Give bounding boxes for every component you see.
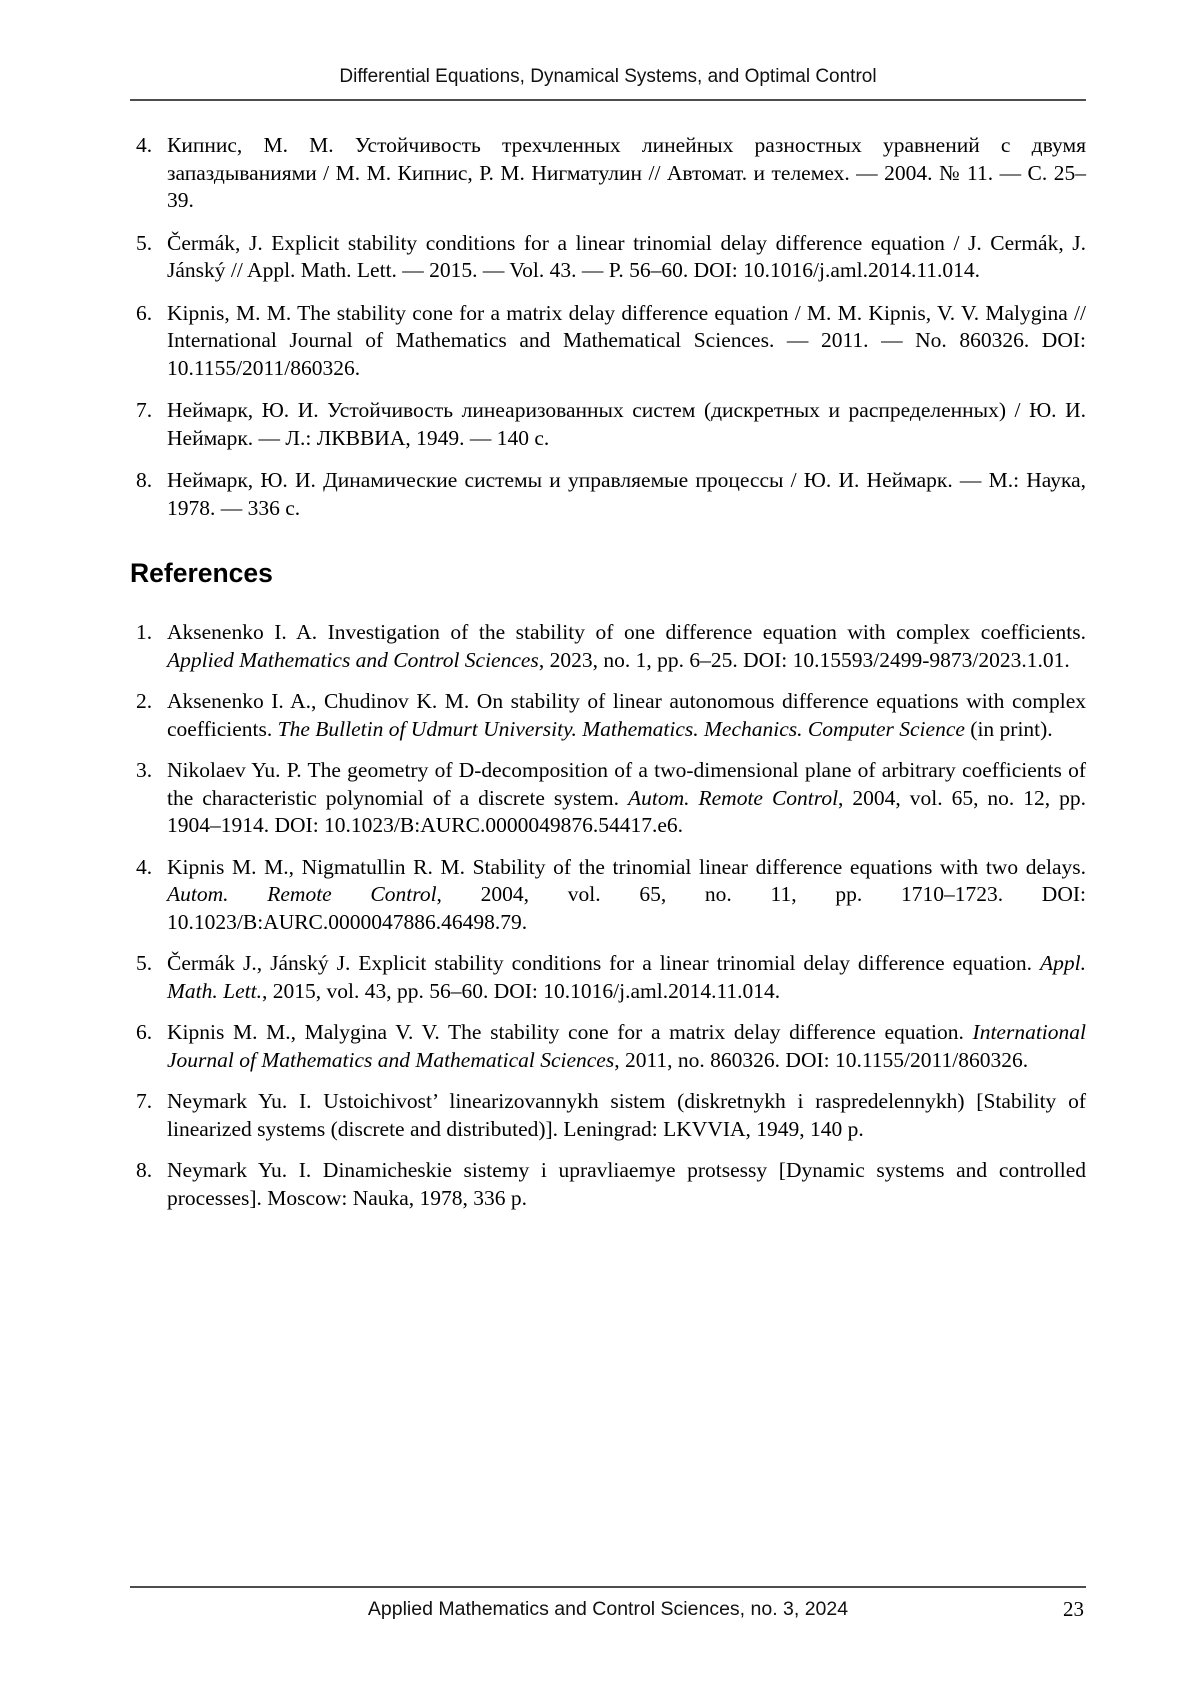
reference-text: Čermák J., Jánský J. Explicit stability conditions for a linear trinomial delay difference equation. Appl. Math. Lett., 2015, vol. 43, pp. 56–60. DOI: 10.1016/j.aml.2014.11.014. — [167, 951, 1086, 1003]
reference-text: Aksenenko I. A. Investigation of the stability of one difference equation with complex coefficients. Applied Mathematics and Control Sciences, 2023, no. 1, pp. 6–25. DOI: 10.15593/2499-9873/2023.1.01. — [167, 620, 1086, 672]
reference-item — [130, 132, 1086, 215]
reference-number: 1. — [136, 620, 153, 644]
reference-number: 6. — [136, 1020, 153, 1044]
reference-number: 5. — [136, 230, 153, 255]
references-heading: References — [130, 558, 273, 588]
reference-item — [130, 1157, 1086, 1212]
reference-number: 8. — [136, 468, 153, 492]
page-footer — [130, 1586, 1086, 1621]
reference-text: Неймарк, Ю. И. Устойчивость линеаризованных систем (дискретных и распределенных) / Ю. И. Неймарк. — Л.: ЛКВВИА, 1949. — 140 с. — [167, 398, 1086, 450]
reference-item — [130, 1088, 1086, 1143]
reference-item — [130, 757, 1086, 840]
reference-item — [130, 230, 1086, 285]
reference-item — [130, 619, 1086, 674]
reference-number: 3. — [136, 758, 153, 782]
running-head-title: Differential Equations, Dynamical Systems, and Optimal Control — [339, 66, 877, 87]
reference-text: Кипнис, М. М. Устойчивость трехчленных линейных разностных уравнений с двумя запаздываниями / М. М. Кипнис, Р. М. Нигматулин // Автомат. и телемех. — 2004. № 11. — С. 25–39. — [167, 133, 1086, 212]
reference-text: Неймарк, Ю. И. Динамические системы и управляемые процессы / Ю. И. Неймарк. — М.: Наука, 1978. — 336 с. — [167, 468, 1086, 520]
reference-item — [130, 467, 1086, 522]
reference-item — [130, 950, 1086, 1005]
reference-text: Kipnis, M. M. The stability cone for a matrix delay difference equation / M. M. Kipnis, V. V. Malygina // International Journal of Mathematics and Mathematical Sciences. — 2011. — No. 860326. DOI: 10.1155/2011/860326. — [167, 300, 1086, 380]
reference-text: Čermák, J. Explicit stability conditions for a linear trinomial delay difference equation / J. Cermák, J. Jánský // Appl. Math. Lett. — 2015. — Vol. 43. — P. 56–60. DOI: 10.1016/j.aml.2014.11.014. — [167, 230, 1086, 282]
reference-item — [130, 854, 1086, 937]
reference-number: 8. — [136, 1158, 153, 1182]
reference-number: 4. — [136, 133, 153, 157]
reference-text: Aksenenko I. A., Chudinov K. M. On stability of linear autonomous difference equations with complex coefficients. The Bulletin of Udmurt University. Mathematics. Mechanics. Computer Science (in print). — [167, 689, 1086, 741]
reference-number: 2. — [136, 689, 153, 713]
references-list — [130, 619, 1086, 1212]
reference-number: 5. — [136, 951, 153, 975]
reference-number: 6. — [136, 300, 153, 325]
reference-text: Kipnis M. M., Malygina V. V. The stability cone for a matrix delay difference equation. International Journal of Mathematics and Mathematical Sciences, 2011, no. 860326. DOI: 10.1155/2011/860326. — [167, 1020, 1086, 1072]
footer-page-number: 23 — [1063, 1597, 1084, 1621]
reference-text: Neymark Yu. I. Dinamicheskie sistemy i upravliaemye protsessy [Dynamic systems and controlled processes]. Moscow: Nauka, 1978, 336 p. — [167, 1158, 1086, 1210]
reference-text: Neymark Yu. I. Ustoichivost’ linearizovannykh sistem (diskretnykh i raspredelennykh) [Stability of linearized systems (discrete and distributed)]. Leningrad: LKVVIA, 1949, 140 p. — [167, 1089, 1086, 1141]
reference-item — [130, 397, 1086, 452]
footer-journal-title: Applied Mathematics and Control Sciences, no. 3, 2024 — [367, 1598, 849, 1620]
page-content — [130, 0, 1086, 1226]
reference-item — [130, 1019, 1086, 1074]
reference-number: 7. — [136, 1089, 153, 1113]
reference-text: Nikolaev Yu. P. The geometry of D-decomposition of a two-dimensional plane of arbitrary coefficients of the characteristic polynomial of a discrete system. Autom. Remote Control, 2004, vol. 65, no. 12, pp. 1904–1914. DOI: 10.1023/B:AURC.0000049876.54417.e6. — [167, 758, 1086, 837]
reference-text: Kipnis M. M., Nigmatullin R. M. Stability of the trinomial linear difference equations with two delays. Autom. Remote Control, 2004, vol. 65, no. 11, pp. 1710–1723. DOI: 10.1023/B:AURC.0000047886.46498.79. — [167, 854, 1086, 934]
reference-item — [130, 688, 1086, 743]
header-rule — [130, 99, 1086, 101]
reference-item — [130, 300, 1086, 383]
reference-number: 4. — [136, 854, 153, 879]
reference-number: 7. — [136, 398, 153, 422]
bibliography-list-russian — [130, 132, 1086, 522]
